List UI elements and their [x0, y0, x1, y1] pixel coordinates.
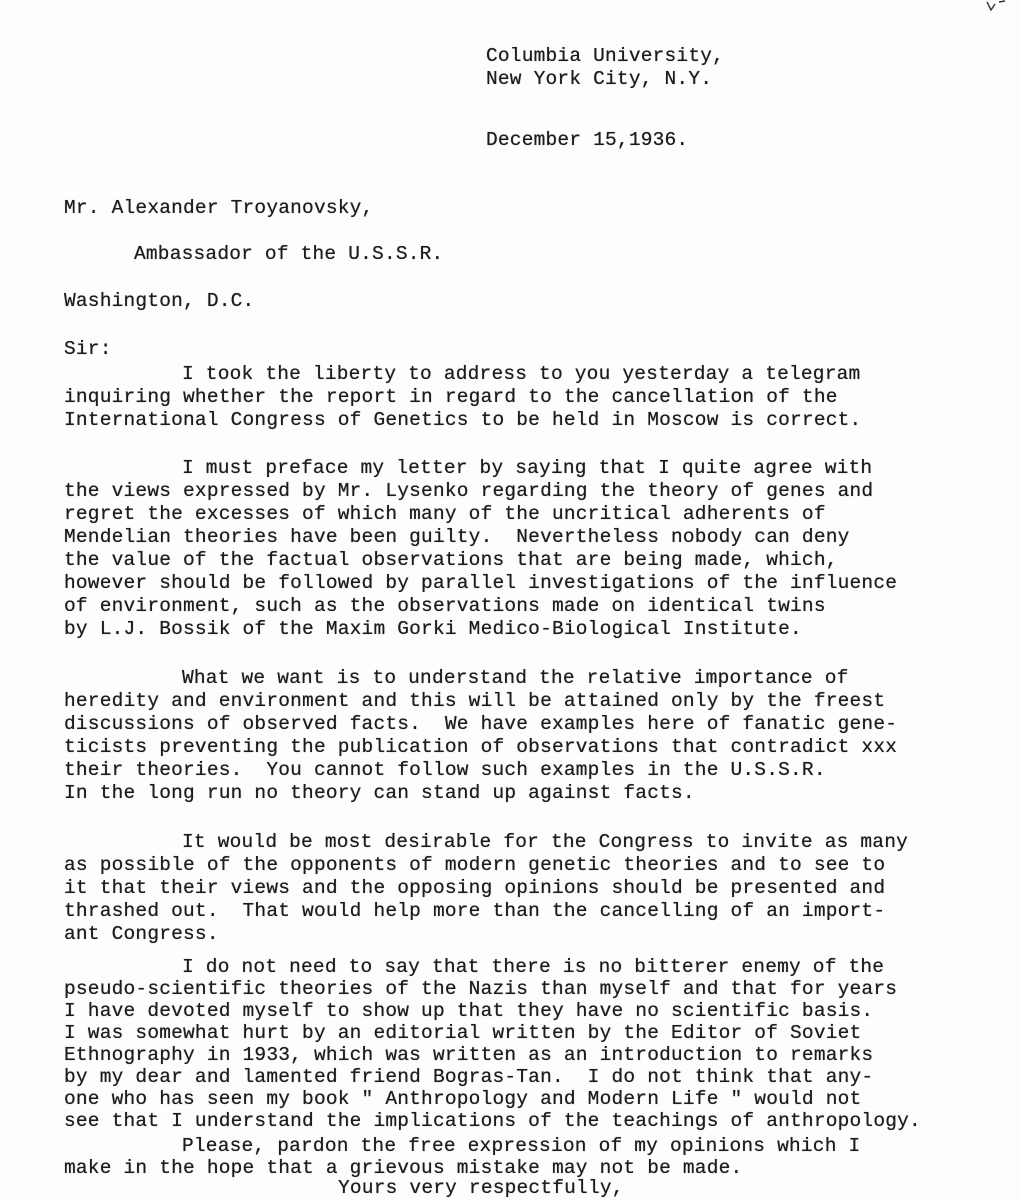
- paragraph-line: ant Congress.: [64, 923, 219, 945]
- paragraph-line: heredity and environment and this will be attained only by the freest: [64, 690, 886, 712]
- paragraph-line: thrashed out. That would help more than the cancelling of an import-: [64, 900, 886, 922]
- paragraph-line: In the long run no theory can stand up against facts.: [64, 782, 695, 804]
- closing: Yours very respectfully,: [338, 1177, 624, 1199]
- paragraph-line: by L.J. Bossik of the Maxim Gorki Medico-Biological Institute.: [64, 618, 802, 640]
- salutation: Sir:: [64, 338, 112, 360]
- paragraph-line: Please, pardon the free expression of my opinions which I: [182, 1135, 861, 1157]
- paragraph-line: I have devoted myself to show up that they have no scientific basis.: [64, 1000, 874, 1022]
- paragraph-line: I must preface my letter by saying that I quite agree with: [182, 457, 873, 479]
- recipient-location: Washington, D.C.: [64, 290, 255, 312]
- paragraph-line: the value of the factual observations that are being made, which,: [64, 549, 838, 571]
- paragraph-line: Ethnography in 1933, which was written as an introduction to remarks: [64, 1044, 874, 1066]
- paragraph-line: of environment, such as the observations made on identical twins: [64, 595, 826, 617]
- paragraph-line: discussions of observed facts. We have examples here of fanatic gene-: [64, 713, 898, 735]
- recipient-name: Mr. Alexander Troyanovsky,: [64, 197, 374, 219]
- paragraph-line: I do not need to say that there is no bitterer enemy of the: [182, 956, 885, 978]
- letter-date: December 15,1936.: [486, 129, 689, 151]
- paragraph-line: however should be followed by parallel investigations of the influence: [64, 572, 898, 594]
- paragraph-line: pseudo-scientific theories of the Nazis than myself and that for years: [64, 978, 898, 1000]
- letterhead-institution: Columbia University,: [486, 45, 725, 67]
- paragraph-line: the views expressed by Mr. Lysenko regarding the theory of genes and: [64, 480, 874, 502]
- paragraph-line: ticists preventing the publication of observations that contradict xxx: [64, 736, 898, 758]
- paragraph-line: I was somewhat hurt by an editorial written by the Editor of Soviet: [64, 1022, 862, 1044]
- letterhead-city: New York City, N.Y.: [486, 68, 713, 90]
- paragraph-line: What we want is to understand the relative importance of: [182, 667, 849, 689]
- paragraph-line: one who has seen my book " Anthropology and Modern Life " would not: [64, 1088, 862, 1110]
- paragraph-line: International Congress of Genetics to be held in Moscow is correct.: [64, 409, 862, 431]
- paragraph-line: inquiring whether the report in regard to the cancellation of the: [64, 386, 838, 408]
- paragraph-line: their theories. You cannot follow such examples in the U.S.S.R.: [64, 759, 826, 781]
- paragraph-line: see that I understand the implications of the teachings of anthropology.: [64, 1110, 921, 1132]
- paragraph-line: Mendelian theories have been guilty. Nevertheless nobody can deny: [64, 526, 850, 548]
- paragraph-line: regret the excesses of which many of the uncritical adherents of: [64, 503, 826, 525]
- paragraph-line: by my dear and lamented friend Bogras-Tan. I do not think that any-: [64, 1066, 874, 1088]
- recipient-title: Ambassador of the U.S.S.R.: [134, 243, 444, 265]
- paragraph-line: It would be most desirable for the Congress to invite as many: [182, 831, 909, 853]
- paragraph-line: it that their views and the opposing opinions should be presented and: [64, 877, 886, 899]
- paragraph-line: make in the hope that a grievous mistake may not be made.: [64, 1157, 743, 1179]
- paragraph-line: I took the liberty to address to you yesterday a telegram: [182, 363, 861, 385]
- pen-mark-icon: [985, 0, 1007, 14]
- paragraph-line: as possible of the opponents of modern genetic theories and to see to: [64, 854, 886, 876]
